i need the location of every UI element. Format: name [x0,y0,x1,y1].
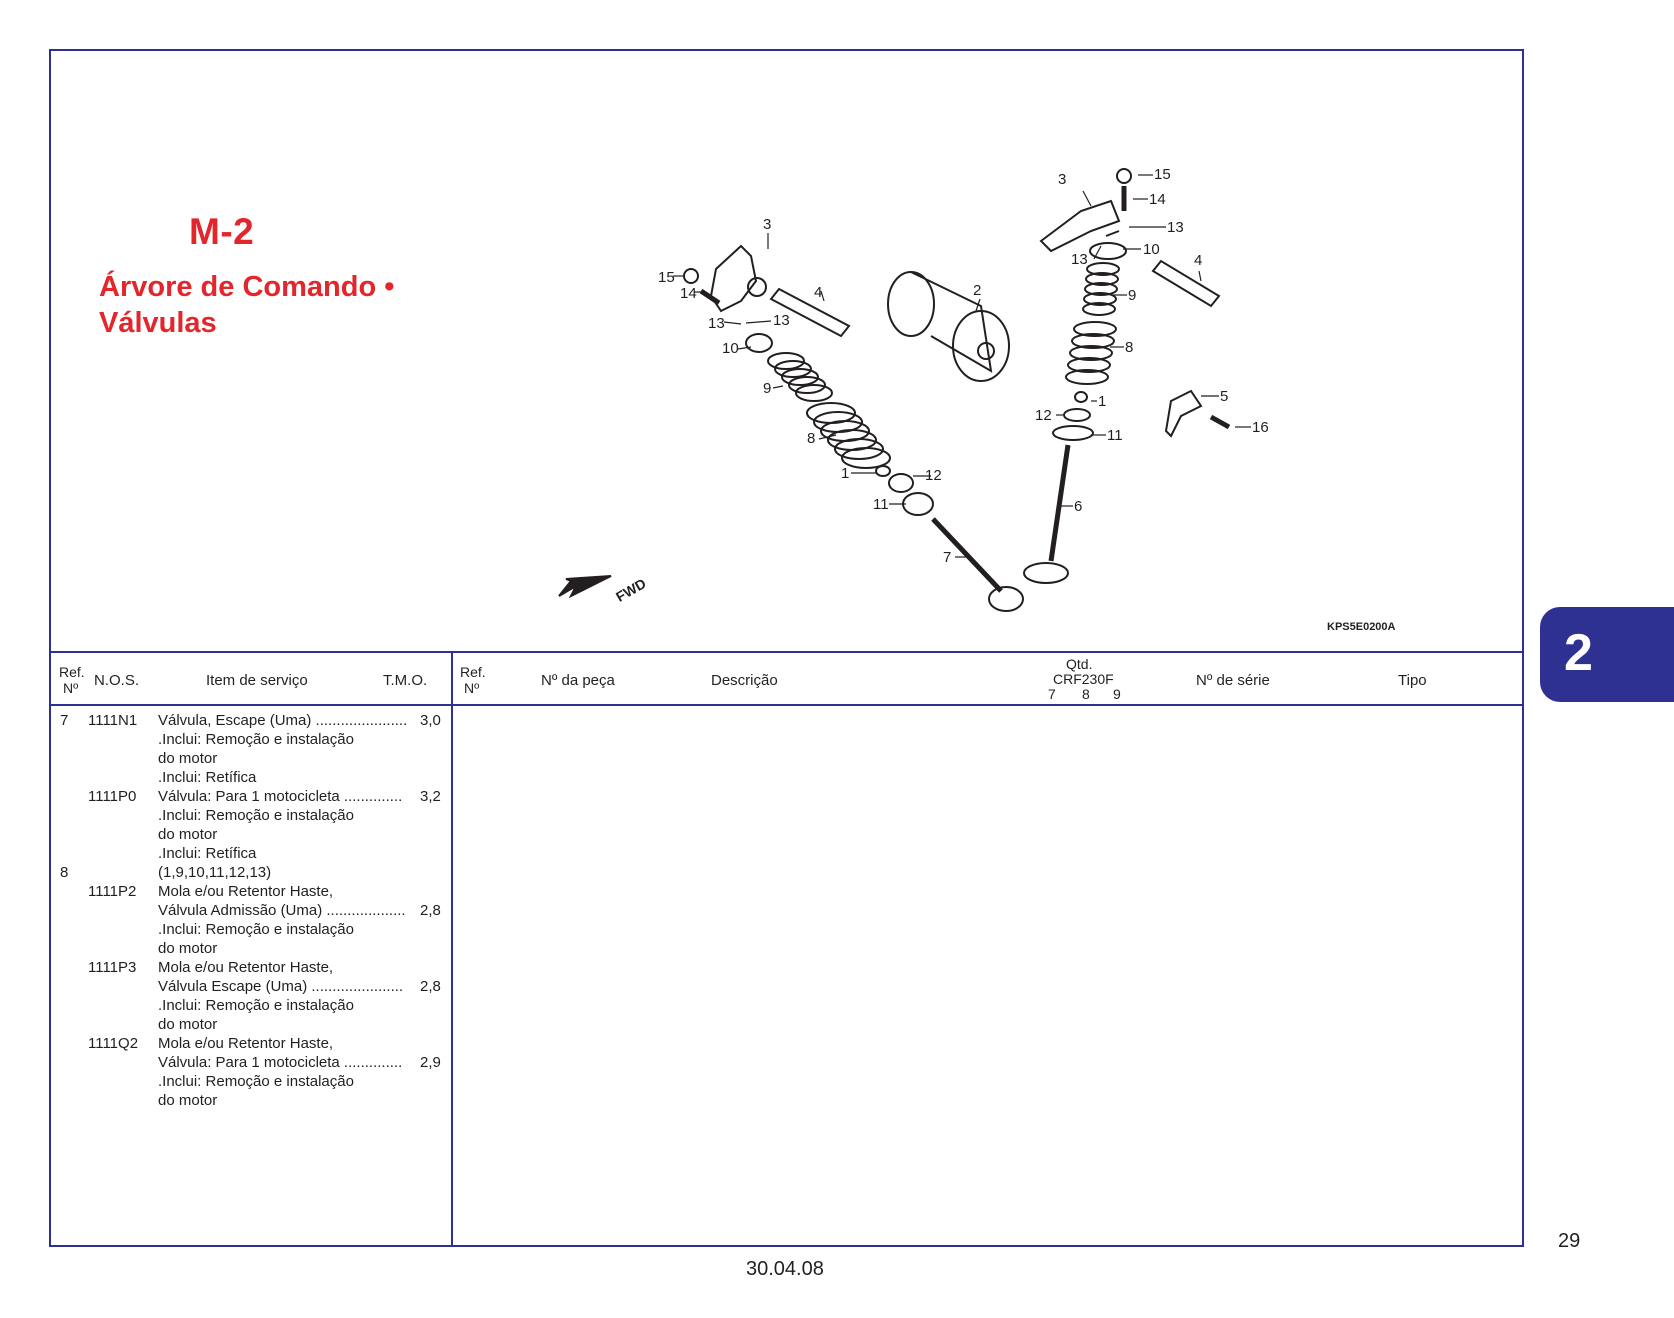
tmo-header: T.M.O. [383,672,428,689]
row-nos: 1111P3 [88,959,137,976]
left-ref-header-bottom: Nº [63,680,79,696]
table-row [51,749,451,768]
row-item: Válvula: Para 1 motocicleta .............. [158,1054,403,1071]
callout-11-left: 11 [873,496,889,513]
qty-col-8: 8 [1082,686,1090,702]
parts-drawing [51,51,1522,651]
callout-4-left: 4 [814,284,823,301]
row-item: do motor [158,826,218,843]
callout-13-left-a: 13 [708,315,725,332]
table-row [51,863,451,882]
table-row [51,958,451,977]
row-ref: 8 [60,864,69,881]
table-row [51,901,451,920]
row-item: do motor [158,750,218,767]
table-row [51,787,451,806]
camshaft [888,272,1009,381]
row-nos: 1111N1 [88,712,138,729]
service-items-list [51,711,451,1110]
callout-12-right: 12 [1035,407,1052,424]
callout-3-right: 3 [1058,171,1067,188]
row-item: .Inclui: Remoção e instalação [158,731,354,748]
callout-11-right: 11 [1107,427,1123,444]
callout-2: 2 [973,282,982,299]
table-row [51,806,451,825]
type-header: Tipo [1398,672,1427,689]
page-number: 29 [1558,1230,1581,1252]
table-row [51,920,451,939]
table-row [51,1015,451,1034]
chapter-tab [1540,607,1674,702]
callout-9-right: 9 [1128,287,1137,304]
row-item: do motor [158,940,218,957]
rocker-shaft-right [1153,261,1219,306]
row-tmo: 2,8 [420,902,441,919]
diagram-code: KPS5E0200A [1327,621,1396,633]
callout-15-left: 15 [658,269,675,286]
row-item: Válvula Escape (Uma) ...................... [158,978,404,995]
qty-col-9: 9 [1113,686,1121,702]
row-item: Mola e/ou Retentor Haste, [158,959,334,976]
page-frame [49,49,1524,1247]
row-ref: 7 [60,712,69,729]
valve-spring-outer-right [1066,322,1116,384]
row-tmo: 3,2 [420,788,441,805]
callout-12-left: 12 [925,467,942,484]
row-nos: 1111P2 [88,883,137,900]
row-tmo: 3,0 [420,712,441,729]
callout-14-left: 14 [680,285,697,302]
row-item: Mola e/ou Retentor Haste, [158,883,334,900]
row-item: do motor [158,1092,218,1109]
intake-valve [1051,445,1068,561]
row-nos: 1111P0 [88,788,137,805]
column-divider [451,651,453,1247]
row-item: .Inclui: Remoção e instalação [158,807,354,824]
callout-5: 5 [1220,388,1229,405]
row-item: Válvula: Para 1 motocicleta .............. [158,788,403,805]
serial-header: Nº de série [1196,672,1270,689]
callout-1-left: 1 [841,465,850,482]
chapter-number: 2 [1564,624,1593,682]
qty-header: Qtd. [1066,656,1093,672]
section-code: M-2 [189,211,255,252]
row-tmo: 2,9 [420,1054,441,1071]
table-row [51,996,451,1015]
row-item: .Inclui: Remoção e instalação [158,1073,354,1090]
row-item: .Inclui: Retífica [158,845,257,862]
callout-14-right: 14 [1149,191,1166,208]
table-row [51,1091,451,1110]
table-row [51,768,451,787]
callout-7: 7 [943,549,952,566]
description-header: Descrição [711,672,778,689]
right-ref-header-top: Ref. [460,664,486,680]
valve-spring-inner-left [768,353,832,401]
callout-8-right: 8 [1125,339,1134,356]
callout-13-left-b: 13 [773,312,790,329]
callout-8-left: 8 [807,430,816,447]
part-number-header: Nº da peça [541,672,615,689]
table-header [51,651,1522,706]
table-row [51,1053,451,1072]
callout-6: 6 [1074,498,1083,515]
stopper-plate [1166,391,1201,436]
section-title: Árvore de Comando • Válvulas [99,271,395,339]
table-row [51,882,451,901]
table-row [51,977,451,996]
row-item: .Inclui: Retífica [158,769,257,786]
fwd-arrow [559,576,611,596]
fwd-label: FWD [613,575,649,605]
row-item: .Inclui: Remoção e instalação [158,921,354,938]
row-item: (1,9,10,11,12,13) [158,864,272,881]
table-row [51,711,451,730]
valve-spring-outer-left [807,403,890,468]
callout-9-left: 9 [763,380,772,397]
item-header: Item de serviço [206,672,308,689]
row-item: do motor [158,1016,218,1033]
row-item: .Inclui: Remoção e instalação [158,997,354,1014]
qty-model-header: CRF230F [1053,671,1114,687]
row-item: Válvula Admissão (Uma) ................... [158,902,406,919]
footer-date: 30.04.08 [746,1258,824,1280]
callout-4-right: 4 [1194,252,1203,269]
table-row [51,1072,451,1091]
table-row [51,939,451,958]
callout-13-right-b: 13 [1071,251,1088,268]
callout-3-left: 3 [763,216,772,233]
table-row [51,825,451,844]
left-ref-header-top: Ref. [59,664,85,680]
row-tmo: 2,8 [420,978,441,995]
qty-col-7: 7 [1048,686,1056,702]
callout-15-right: 15 [1154,166,1171,183]
right-ref-header-bottom: Nº [464,680,480,696]
valve-spring-inner-right [1083,263,1119,315]
callout-16: 16 [1252,419,1269,436]
table-row [51,730,451,749]
table-row [51,1034,451,1053]
row-item: Mola e/ou Retentor Haste, [158,1035,334,1052]
table-row [51,844,451,863]
exploded-parts-diagram [51,51,1522,651]
callout-10-right: 10 [1143,241,1160,258]
callout-1-right: 1 [1098,393,1107,410]
nos-header: N.O.S. [94,672,140,689]
row-nos: 1111Q2 [88,1035,139,1052]
callout-13-right-a: 13 [1167,219,1184,236]
row-item: Válvula, Escape (Uma) ...................... [158,712,408,729]
callout-10-left: 10 [722,340,739,357]
